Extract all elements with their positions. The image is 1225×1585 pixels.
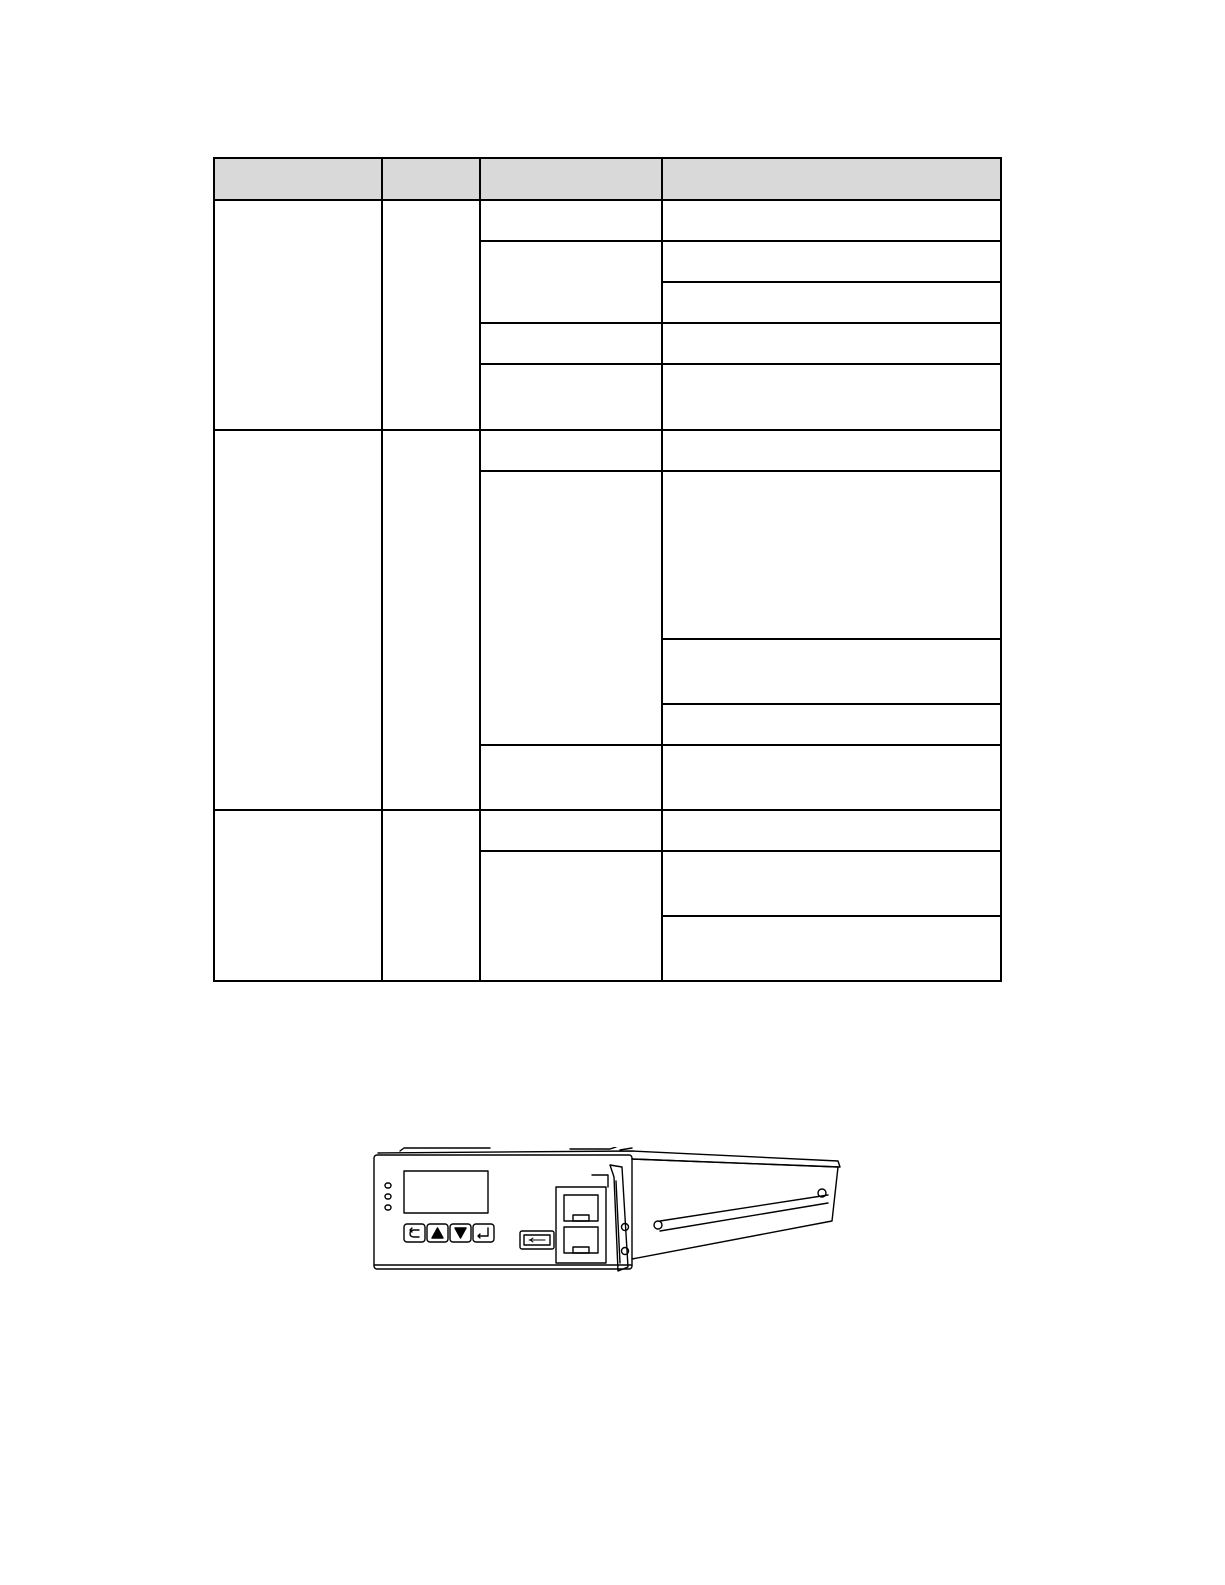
group-3-row-1-col4-cell — [662, 810, 1001, 851]
group-1-row-5-col3-cell — [480, 364, 662, 430]
group-3-row-2-col4-cell — [662, 851, 1001, 916]
group-2-row-1-col3-cell — [480, 430, 662, 471]
group-3-row-3-col4-cell — [662, 916, 1001, 981]
group-1-row-4-col4-cell — [662, 323, 1001, 364]
group-1-row-4-col3-cell — [480, 323, 662, 364]
network-port-bottom-latch — [573, 1247, 589, 1253]
header-cell-4 — [662, 158, 1001, 200]
header-cell-3 — [480, 158, 662, 200]
group-3-col1-cell — [214, 810, 382, 981]
group-3-row-2-col3-cell — [480, 851, 662, 981]
usb-icon — [529, 1238, 545, 1242]
group-2-row-4-col4-cell — [662, 704, 1001, 745]
network-port-top[interactable] — [564, 1195, 598, 1221]
group-2-row-3-col4-cell — [662, 639, 1001, 704]
group-1-row-3-col4-cell — [662, 282, 1001, 323]
group-1-row-5-col4-cell — [662, 364, 1001, 430]
group-2-col1-cell — [214, 430, 382, 810]
network-port-bottom[interactable] — [564, 1227, 598, 1253]
indicator-led-icon — [385, 1205, 391, 1210]
front-panel — [374, 1155, 632, 1269]
rail-screw-icon — [654, 1221, 662, 1229]
group-2-row-1-col4-cell — [662, 430, 1001, 471]
group-2-row-5-col4-cell — [662, 745, 1001, 810]
table-header-row — [214, 158, 1001, 200]
up-arrow-icon — [432, 1228, 443, 1238]
chassis-top-ribs — [400, 1147, 632, 1151]
group-1-row-1-col4-cell — [662, 200, 1001, 241]
back-icon — [410, 1228, 419, 1237]
lcd-display — [404, 1171, 488, 1213]
indicator-led-icon — [385, 1183, 391, 1188]
enter-icon — [478, 1228, 488, 1238]
monitoring-module-illustration — [370, 1147, 848, 1275]
header-cell-2 — [382, 158, 480, 200]
table-row — [214, 200, 1001, 241]
group-1-row-2-col4-cell — [662, 241, 1001, 282]
down-arrow-icon — [455, 1228, 466, 1238]
group-1-row-1-col3-cell — [480, 200, 662, 241]
table-row — [214, 430, 1001, 471]
group-1-col1-cell — [214, 200, 382, 430]
group-1-row-2-col3-cell — [480, 241, 662, 323]
group-2-col2-cell — [382, 430, 480, 810]
network-port-top-latch — [573, 1215, 589, 1221]
table-row — [214, 810, 1001, 851]
chassis-rail-bottom — [660, 1195, 828, 1231]
back-button[interactable] — [404, 1224, 425, 1242]
group-2-row-2-col4-cell — [662, 471, 1001, 639]
header-cell-1 — [214, 158, 382, 200]
enter-button[interactable] — [473, 1224, 494, 1242]
group-1-col2-cell — [382, 200, 480, 430]
indicator-led-icon — [385, 1194, 391, 1199]
spec-table — [213, 157, 1002, 982]
group-3-row-1-col3-cell — [480, 810, 662, 851]
group-2-row-2-col3-cell — [480, 471, 662, 745]
group-3-col2-cell — [382, 810, 480, 981]
group-2-row-5-col3-cell — [480, 745, 662, 810]
